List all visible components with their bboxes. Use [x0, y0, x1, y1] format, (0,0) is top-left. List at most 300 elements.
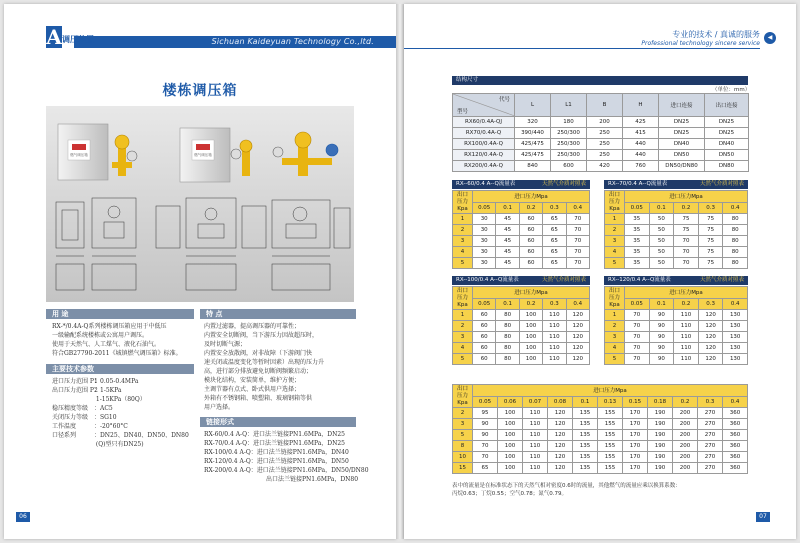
flow-cell: 50 — [649, 247, 674, 258]
flow-cell: 110 — [543, 321, 566, 332]
connection-line: RX-70/0.4 A-Q：进口法兰链接PN1.6MPa，DN25 — [204, 440, 346, 447]
right-page — [404, 4, 796, 539]
dims-col: L — [515, 94, 551, 117]
flow-row — [453, 408, 748, 419]
flow-col-header: 0.15 — [623, 396, 648, 408]
flow-cell: 80 — [723, 214, 748, 225]
dims-cell: 250 — [587, 139, 623, 150]
flow-cell: 70 — [674, 236, 699, 247]
flow-outlet: 1 — [605, 214, 625, 225]
dims-cell: 425/475 — [515, 150, 551, 161]
flow-row — [453, 225, 590, 236]
flow70-table — [604, 190, 748, 269]
flow-cell: 50 — [649, 214, 674, 225]
flow-cell: 110 — [523, 463, 548, 474]
flow-cell: 80 — [723, 225, 748, 236]
feature-line: 内置安全放散阀，对非故障（下游阀门快 — [204, 350, 313, 357]
flow-cell: 65 — [543, 214, 566, 225]
photo-label-1: 燃气调压箱 — [70, 153, 88, 157]
flow-col-header: 0.4 — [566, 202, 589, 214]
dims-cell: 425 — [623, 117, 659, 128]
flow-cell: 100 — [519, 354, 542, 365]
flow-cell: 80 — [723, 258, 748, 269]
flow-cell: 70 — [566, 247, 589, 258]
flow-cell: 60 — [519, 258, 542, 269]
slogan-en: Professional technology sincere service — [641, 40, 760, 47]
flow-cell: 80 — [723, 236, 748, 247]
dims-cell: 200 — [587, 117, 623, 128]
flow-cell: 65 — [543, 247, 566, 258]
flow-row — [453, 441, 748, 452]
dims-cell: DN50 — [705, 150, 749, 161]
flow100-caption: RX--100/0.4 A--Q流量表 天然气介质对照表 — [452, 276, 590, 285]
flow-outlet: 2 — [453, 321, 473, 332]
flow-cell: 120 — [548, 463, 573, 474]
flow-cell: 190 — [648, 452, 673, 463]
flow-cell: 30 — [473, 258, 496, 269]
flow-row — [605, 343, 748, 354]
flow200-table — [452, 384, 748, 474]
flow-cell: 60 — [473, 310, 496, 321]
dims-cell: 250/300 — [551, 150, 587, 161]
flow-cell: 270 — [698, 441, 723, 452]
usage-line: 使用于天然气、人工煤气、液化石油气。 — [52, 341, 161, 348]
photo-label-2: 燃气调压箱 — [194, 153, 212, 157]
dims-row — [453, 150, 749, 161]
spec-row: 关闭压力等级 ：SG10 — [52, 414, 117, 421]
flow-outlet: 3 — [605, 236, 625, 247]
flow-cell: 135 — [573, 419, 598, 430]
flow-cell: 170 — [623, 419, 648, 430]
flow-outlet: 4 — [605, 247, 625, 258]
flow-cell: 110 — [543, 310, 566, 321]
flow-side-header: 出口 压力 Kpa — [453, 385, 473, 408]
flow-cell: 270 — [698, 452, 723, 463]
flow-cell: 155 — [598, 430, 623, 441]
flow-cell: 270 — [698, 408, 723, 419]
flow-cell: 110 — [543, 332, 566, 343]
flow-outlet: 2 — [605, 321, 625, 332]
flow-inlet-header: 进口压力Mpa — [473, 191, 590, 203]
flow-row — [605, 225, 748, 236]
flow-cell: 60 — [473, 354, 496, 365]
flow-cell: 80 — [496, 343, 519, 354]
flow-cell: 70 — [566, 225, 589, 236]
flow-outlet: 4 — [453, 343, 473, 354]
flow-cell: 70 — [674, 258, 699, 269]
flow-col-header: 0.4 — [723, 298, 748, 310]
flow-cell: 110 — [674, 343, 699, 354]
slogan-cn: 专业的技术 / 真诚的服务 — [672, 30, 760, 39]
flow-col-header: 0.2 — [674, 298, 699, 310]
spec-row: 进口压力范围 P1：0.05-0.4MPa — [52, 378, 139, 385]
flow-row — [453, 354, 590, 365]
flow-outlet: 2 — [605, 225, 625, 236]
specs-heading: 主要技术参数 — [46, 364, 194, 374]
section-badge: A — [46, 25, 62, 49]
flow-cell: 120 — [548, 441, 573, 452]
flow-cell: 130 — [723, 343, 748, 354]
dims-cell: 250/300 — [551, 128, 587, 139]
flow-outlet: 2 — [453, 225, 473, 236]
flow-row — [453, 236, 590, 247]
flow-col-header: 0.05 — [473, 396, 498, 408]
dims-cell: 840 — [515, 161, 551, 172]
flow-cell: 90 — [649, 343, 674, 354]
flow-row — [453, 343, 590, 354]
flow-cell: 110 — [523, 408, 548, 419]
usage-text — [52, 322, 182, 358]
dims-cell: 425/475 — [515, 139, 551, 150]
flow-cell: 35 — [625, 247, 650, 258]
dims-cell: DN25 — [659, 128, 705, 139]
flow-outlet: 10 — [453, 452, 473, 463]
connection-text — [204, 430, 369, 484]
flow-cell: 110 — [674, 310, 699, 321]
flow-outlet: 5 — [453, 258, 473, 269]
flow-cell: 60 — [519, 214, 542, 225]
flow-cell: 110 — [523, 441, 548, 452]
flow120-caption: RX--120/0.4 A--Q流量表 天然气介质对照表 — [604, 276, 748, 285]
flow-row — [453, 463, 748, 474]
flow-cell: 60 — [519, 225, 542, 236]
flow-cell: 110 — [543, 354, 566, 365]
flow-cell: 75 — [698, 236, 723, 247]
flow-cell: 110 — [523, 419, 548, 430]
flow-cell: 100 — [519, 321, 542, 332]
flow-outlet: 5 — [453, 430, 473, 441]
flow-cell: 75 — [698, 225, 723, 236]
flow-cell: 45 — [496, 247, 519, 258]
flow-cell: 100 — [498, 430, 523, 441]
usage-heading: 用 途 — [46, 309, 194, 319]
flow-cell: 155 — [598, 452, 623, 463]
flow-cell: 360 — [723, 408, 748, 419]
flow-cell: 190 — [648, 430, 673, 441]
flow-cell: 110 — [523, 452, 548, 463]
flow-col-header: 0.4 — [723, 202, 748, 214]
usage-line: RX-*/0.4A-Q系列楼栋调压箱应用于中低压 — [52, 323, 167, 330]
flow-cell: 110 — [674, 332, 699, 343]
flow-cell: 100 — [498, 408, 523, 419]
spec-row: 1-15KPa（80Q） — [94, 396, 146, 403]
dims-caption: 结构尺寸 — [452, 76, 748, 85]
flow-side-header: 出口 压力 Kpa — [605, 287, 625, 310]
flow-col-header: 0.07 — [523, 396, 548, 408]
flow-cell: 100 — [498, 419, 523, 430]
dims-unit: （单位：mm） — [712, 87, 751, 93]
flow-cell: 200 — [673, 452, 698, 463]
section-label: 调压装置 — [62, 35, 94, 44]
flow-cell: 360 — [723, 441, 748, 452]
flow-row — [453, 419, 748, 430]
product-title: 楼栋调压箱 — [162, 83, 238, 99]
flow-row — [453, 247, 590, 258]
flow-cell: 45 — [496, 214, 519, 225]
dims-cell: 320 — [515, 117, 551, 128]
feature-line: 内置安全切断阀，当下游压力因故超压时， — [204, 332, 319, 339]
dims-model: RX200/0.4A-Q — [453, 161, 515, 172]
company-name: Sichuan Kaideyuan Technology Co.,ltd. — [211, 37, 374, 46]
flow-col-header: 0.1 — [573, 396, 598, 408]
flow-cell: 170 — [623, 408, 648, 419]
flow-cell: 100 — [519, 332, 542, 343]
flow-cell: 80 — [496, 321, 519, 332]
flow-cell: 130 — [723, 354, 748, 365]
flow-outlet: 5 — [453, 354, 473, 365]
feature-line: 高，进行部分排放避免切断阀频繁启动； — [204, 368, 313, 375]
flow-row — [453, 332, 590, 343]
usage-line: 符合GB27790-2011《城镇燃气调压箱》标准。 — [52, 350, 182, 357]
flow-col-header: 0.1 — [496, 298, 519, 310]
flow-cell: 170 — [623, 463, 648, 474]
flow-cell: 65 — [543, 236, 566, 247]
arrow-left-icon: ◀ — [764, 32, 776, 44]
flow-cell: 120 — [548, 408, 573, 419]
dims-model: RX70/0.4A-Q — [453, 128, 515, 139]
dims-col: B — [587, 94, 623, 117]
flow-cell: 100 — [519, 310, 542, 321]
flow-cell: 45 — [496, 236, 519, 247]
flow70-caption: RX--70/0.4 A--Q流量表 天然气介质对照表 — [604, 180, 748, 189]
flow-row — [605, 310, 748, 321]
flow-row — [605, 354, 748, 365]
flow-cell: 120 — [698, 332, 723, 343]
dims-cell: 440 — [623, 150, 659, 161]
flow-col-header: 0.1 — [649, 298, 674, 310]
flow-cell: 360 — [723, 463, 748, 474]
flow-col-header: 0.2 — [519, 298, 542, 310]
dims-row — [453, 117, 749, 128]
flow-outlet: 3 — [605, 332, 625, 343]
flow-cell: 155 — [598, 419, 623, 430]
flow-cell: 60 — [473, 343, 496, 354]
flow-cell: 110 — [674, 354, 699, 365]
flow-cell: 35 — [625, 214, 650, 225]
flow60-caption: RX--60/0.4 A--Q流量表 天然气介质对照表 — [452, 180, 590, 189]
flow-cell: 200 — [673, 408, 698, 419]
dims-col: H — [623, 94, 659, 117]
flow-cell: 155 — [598, 463, 623, 474]
flow-cell: 30 — [473, 225, 496, 236]
page-number: 07 — [756, 512, 770, 522]
flow-cell: 80 — [496, 332, 519, 343]
dims-cell: 420 — [587, 161, 623, 172]
dims-cell: 250/300 — [551, 139, 587, 150]
flow-cell: 70 — [625, 332, 650, 343]
spec-row: 稳压精度等级 ：AC5 — [52, 405, 113, 412]
flow-cell: 120 — [698, 343, 723, 354]
flow120-table — [604, 286, 748, 365]
flow-cell: 60 — [473, 321, 496, 332]
dims-col: 进口连接 — [659, 94, 705, 117]
spec-row: (Q)型只有DN25) — [94, 441, 144, 448]
flow-cell: 45 — [496, 225, 519, 236]
flow-col-header: 0.2 — [673, 396, 698, 408]
flow-outlet: 5 — [605, 354, 625, 365]
dims-row — [453, 128, 749, 139]
flow-cell: 190 — [648, 441, 673, 452]
flow-col-header: 0.08 — [548, 396, 573, 408]
flow-col-header: 0.4 — [566, 298, 589, 310]
flow-col-header: 0.2 — [674, 202, 699, 214]
feature-line: 外箱有不锈钢箱、喷塑箱、玻璃钢箱等供 — [204, 395, 313, 402]
flow-col-header: 0.2 — [519, 202, 542, 214]
flow-outlet: 1 — [453, 214, 473, 225]
dims-table — [452, 93, 749, 172]
flow-cell: 60 — [519, 247, 542, 258]
dims-row — [453, 161, 749, 172]
flow-cell: 30 — [473, 236, 496, 247]
flow-cell: 110 — [674, 321, 699, 332]
flow-inlet-header: 进口压力Mpa — [625, 191, 748, 203]
feature-line: 主调节器有点式、卧式供用户选择； — [204, 386, 301, 393]
flow-cell: 75 — [698, 214, 723, 225]
flow-side-header: 出口 压力 Kpa — [453, 191, 473, 214]
flow-col-header: 0.1 — [496, 202, 519, 214]
flow-cell: 120 — [566, 354, 589, 365]
flow-col-header: 0.05 — [473, 202, 496, 214]
flow-cell: 90 — [649, 354, 674, 365]
dims-col: 出口连接 — [705, 94, 749, 117]
flow-cell: 135 — [573, 408, 598, 419]
flow-cell: 360 — [723, 419, 748, 430]
flow-cell: 30 — [473, 247, 496, 258]
flow-outlet: 3 — [453, 332, 473, 343]
flow-cell: 200 — [673, 463, 698, 474]
flow-cell: 360 — [723, 452, 748, 463]
flow-cell: 135 — [573, 452, 598, 463]
flow-col-header: 0.3 — [698, 396, 723, 408]
flow-outlet: 8 — [453, 441, 473, 452]
flow-cell: 70 — [566, 214, 589, 225]
flow-side-header: 出口 压力 Kpa — [605, 191, 625, 214]
section-header — [4, 26, 396, 48]
flow-cell: 45 — [496, 258, 519, 269]
flow-cell: 90 — [473, 430, 498, 441]
flow-inlet-header: 进口压力Mpa — [473, 385, 748, 397]
feature-line: 用户选择。 — [204, 404, 235, 411]
flow-outlet: 1 — [453, 310, 473, 321]
flow-outlet: 5 — [605, 258, 625, 269]
dims-cell: 390/440 — [515, 128, 551, 139]
flow-outlet: 4 — [453, 247, 473, 258]
feature-line: 模块化结构，安装简单，维护方便； — [204, 377, 301, 384]
flow-cell: 75 — [674, 214, 699, 225]
flow-cell: 120 — [698, 310, 723, 321]
flow-cell: 60 — [519, 236, 542, 247]
gutter — [396, 4, 404, 539]
flow-cell: 155 — [598, 441, 623, 452]
page-number: 06 — [16, 512, 30, 522]
flow-row — [605, 247, 748, 258]
flow-cell: 135 — [573, 463, 598, 474]
dims-cell: 250 — [587, 150, 623, 161]
product-photo — [46, 106, 354, 302]
flow-cell: 65 — [543, 225, 566, 236]
flow-col-header: 0.3 — [543, 202, 566, 214]
flow-cell: 70 — [625, 310, 650, 321]
flow-cell: 80 — [496, 310, 519, 321]
flow-cell: 75 — [698, 247, 723, 258]
flow-cell: 100 — [498, 463, 523, 474]
flow-cell: 110 — [543, 343, 566, 354]
flow-cell: 200 — [673, 441, 698, 452]
flow-cell: 120 — [548, 419, 573, 430]
flow-cell: 70 — [674, 247, 699, 258]
connection-line: RX-60/0.4 A-Q：进口法兰链接PN1.6MPa，DN25 — [204, 431, 346, 438]
flow-cell: 70 — [566, 236, 589, 247]
flow-cell: 270 — [698, 463, 723, 474]
features-text — [204, 322, 324, 412]
connection-line: RX-100/0.4 A-Q：进口法兰链接PN1.6MPa，DN40 — [204, 449, 349, 456]
flow-cell: 35 — [625, 225, 650, 236]
flow-outlet: 2 — [453, 408, 473, 419]
specs-list — [52, 377, 189, 449]
flow-cell: 135 — [573, 441, 598, 452]
flow-cell: 120 — [548, 430, 573, 441]
flow-cell: 270 — [698, 419, 723, 430]
dims-cell: DN25 — [705, 128, 749, 139]
flow-row — [605, 332, 748, 343]
flow-cell: 200 — [673, 419, 698, 430]
flow-cell: 70 — [473, 452, 498, 463]
header-rule — [404, 48, 760, 49]
flow-cell: 120 — [698, 321, 723, 332]
dims-cell: 250 — [587, 128, 623, 139]
flow-col-header: 0.3 — [543, 298, 566, 310]
flow-cell: 30 — [473, 214, 496, 225]
connection-line: RX-200/0.4 A-Q：进口法兰链接PN1.6MPa，DN50/DN80 — [204, 467, 369, 474]
flow-cell: 75 — [698, 258, 723, 269]
feature-line: 速关闭或温度变化等暂时因素）出现的压力升 — [204, 359, 325, 366]
connection-line: RX-120/0.4 A-Q：进口法兰链接PN1.6MPa，DN50 — [204, 458, 349, 465]
dims-row — [453, 139, 749, 150]
left-page — [4, 4, 396, 539]
flow-cell: 130 — [723, 321, 748, 332]
spec-row: 口径系列 ：DN25、DN40、DN50、DN80 — [52, 432, 189, 439]
flow-cell: 70 — [566, 258, 589, 269]
dims-cell: DN80 — [705, 161, 749, 172]
flow-cell: 120 — [548, 452, 573, 463]
flow-cell: 35 — [625, 258, 650, 269]
flow-cell: 65 — [473, 463, 498, 474]
flow-cell: 100 — [498, 441, 523, 452]
flow-cell: 190 — [648, 419, 673, 430]
flow-cell: 170 — [623, 441, 648, 452]
flow-col-header: 0.3 — [698, 202, 723, 214]
connection-heading: 链接形式 — [200, 417, 356, 427]
flow-cell: 60 — [473, 332, 496, 343]
flow-col-header: 0.05 — [625, 298, 650, 310]
flow-cell: 70 — [625, 354, 650, 365]
flow-cell: 95 — [473, 408, 498, 419]
flow-cell: 120 — [566, 310, 589, 321]
flow-side-header: 出口 压力 Kpa — [453, 287, 473, 310]
flow-cell: 120 — [698, 354, 723, 365]
flow-cell: 120 — [566, 321, 589, 332]
dims-cell: DN50 — [659, 150, 705, 161]
flow-row — [453, 321, 590, 332]
flow-cell: 65 — [543, 258, 566, 269]
footnote: 表中的流量是在标准状态下的天然气相对密度0.6时的流量，其他燃气的流量应乘以换算系数： 丙烷0.63；丁烷0.55；空气0.78；氮气0.79。 — [452, 483, 681, 497]
flow-cell: 190 — [648, 463, 673, 474]
flow-cell: 80 — [723, 247, 748, 258]
dims-cell: DN25 — [659, 117, 705, 128]
flow-row — [453, 452, 748, 463]
dims-cell: DN25 — [705, 117, 749, 128]
flow-cell: 120 — [566, 332, 589, 343]
